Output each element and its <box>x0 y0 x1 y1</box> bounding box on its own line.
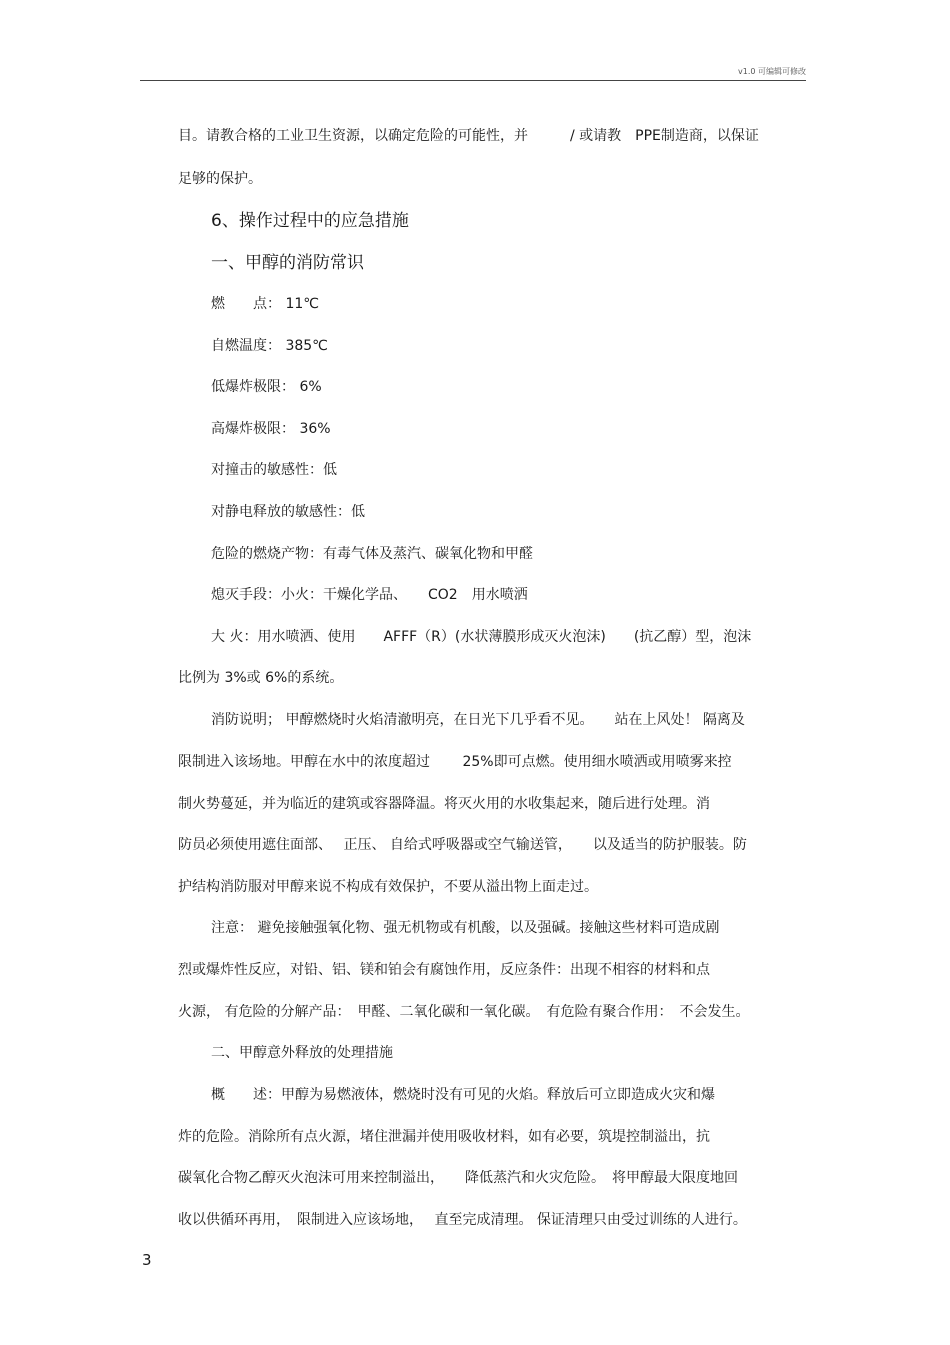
property-uel: 高爆炸极限： 36% <box>211 421 331 437</box>
extinguishing-large-fire: 大 火：用水喷洒、使用 AFFF（R）(水状薄膜形成灭火泡沫) (抗乙醇）型，泡沫 <box>211 629 752 645</box>
body-line: 目。请教合格的工业卫生资源，以确定危险的可能性，并 / 或请教 PPE制造商，以保证 <box>178 128 759 144</box>
property-impact-sensitivity: 对撞击的敏感性：低 <box>211 462 337 478</box>
extinguishing-small-fire: 熄灭手段：小火：干燥化学品、 CO2 用水喷洒 <box>211 587 528 603</box>
subsection-heading: 二、甲醇意外释放的处理措施 <box>211 1045 393 1061</box>
body-line: 收以供循环再用， 限制进入应该场地， 直至完成清理。 保证清理只由受过训练的人进行。 <box>178 1212 747 1228</box>
subsection-heading: 一、甲醇的消防常识 <box>211 253 364 273</box>
property-combustion-products: 危险的燃烧产物：有毒气体及蒸汽、碳氧化物和甲醛 <box>211 546 533 562</box>
body-line: 足够的保护。 <box>178 171 262 187</box>
fire-instructions: 消防说明； 甲醇燃烧时火焰清澈明亮，在日光下几乎看不见。 站在上风处！ 隔离及 <box>211 712 745 728</box>
section-heading: 6、操作过程中的应急措施 <box>211 211 409 231</box>
property-flash-point: 燃 点： 11℃ <box>211 296 319 312</box>
body-line: 制火势蔓延，并为临近的建筑或容器降温。将灭火用的水收集起来，随后进行处理。消 <box>178 796 710 812</box>
body-line: 烈或爆炸性反应，对铅、铝、镁和铂会有腐蚀作用，反应条件：出现不相容的材料和点 <box>178 962 710 978</box>
property-autoignition: 自燃温度： 385℃ <box>211 338 328 354</box>
body-line: 炸的危险。消除所有点火源，堵住泄漏并使用吸收材料，如有必要，筑堤控制溢出，抗 <box>178 1129 710 1145</box>
property-lel: 低爆炸极限： 6% <box>211 379 322 395</box>
header-rule <box>140 80 806 81</box>
release-overview: 概 述：甲醇为易燃液体，燃烧时没有可见的火焰。释放后可立即造成火灾和爆 <box>211 1087 715 1103</box>
body-line: 碳氧化合物乙醇灭火泡沫可用来控制溢出， 降低蒸汽和火灾危险。 将甲醇最大限度地回 <box>178 1170 738 1186</box>
property-static-sensitivity: 对静电释放的敏感性：低 <box>211 504 365 520</box>
body-line: 护结构消防服对甲醇来说不构成有效保护，不要从溢出物上面走过。 <box>178 879 598 895</box>
body-line: 限制进入该场地。甲醇在水中的浓度超过 25%即可点燃。使用细水喷洒或用喷雾来控 <box>178 754 732 770</box>
body-line: 比例为 3%或 6%的系统。 <box>178 670 344 686</box>
page-number: 3 <box>142 1251 152 1269</box>
body-line: 防员必须使用遮住面部、 正压、 自给式呼吸器或空气输送管， 以及适当的防护服装。防 <box>178 837 747 853</box>
body-line: 火源， 有危险的分解产品： 甲醛、二氧化碳和一氧化碳。 有危险有聚合作用： 不会发生。 <box>178 1004 750 1020</box>
caution-note: 注意： 避免接触强氧化物、强无机物或有机酸，以及强碱。接触这些材料可造成剧 <box>211 920 720 936</box>
page-header-version: v1.0 可编辑可修改 <box>738 67 806 76</box>
